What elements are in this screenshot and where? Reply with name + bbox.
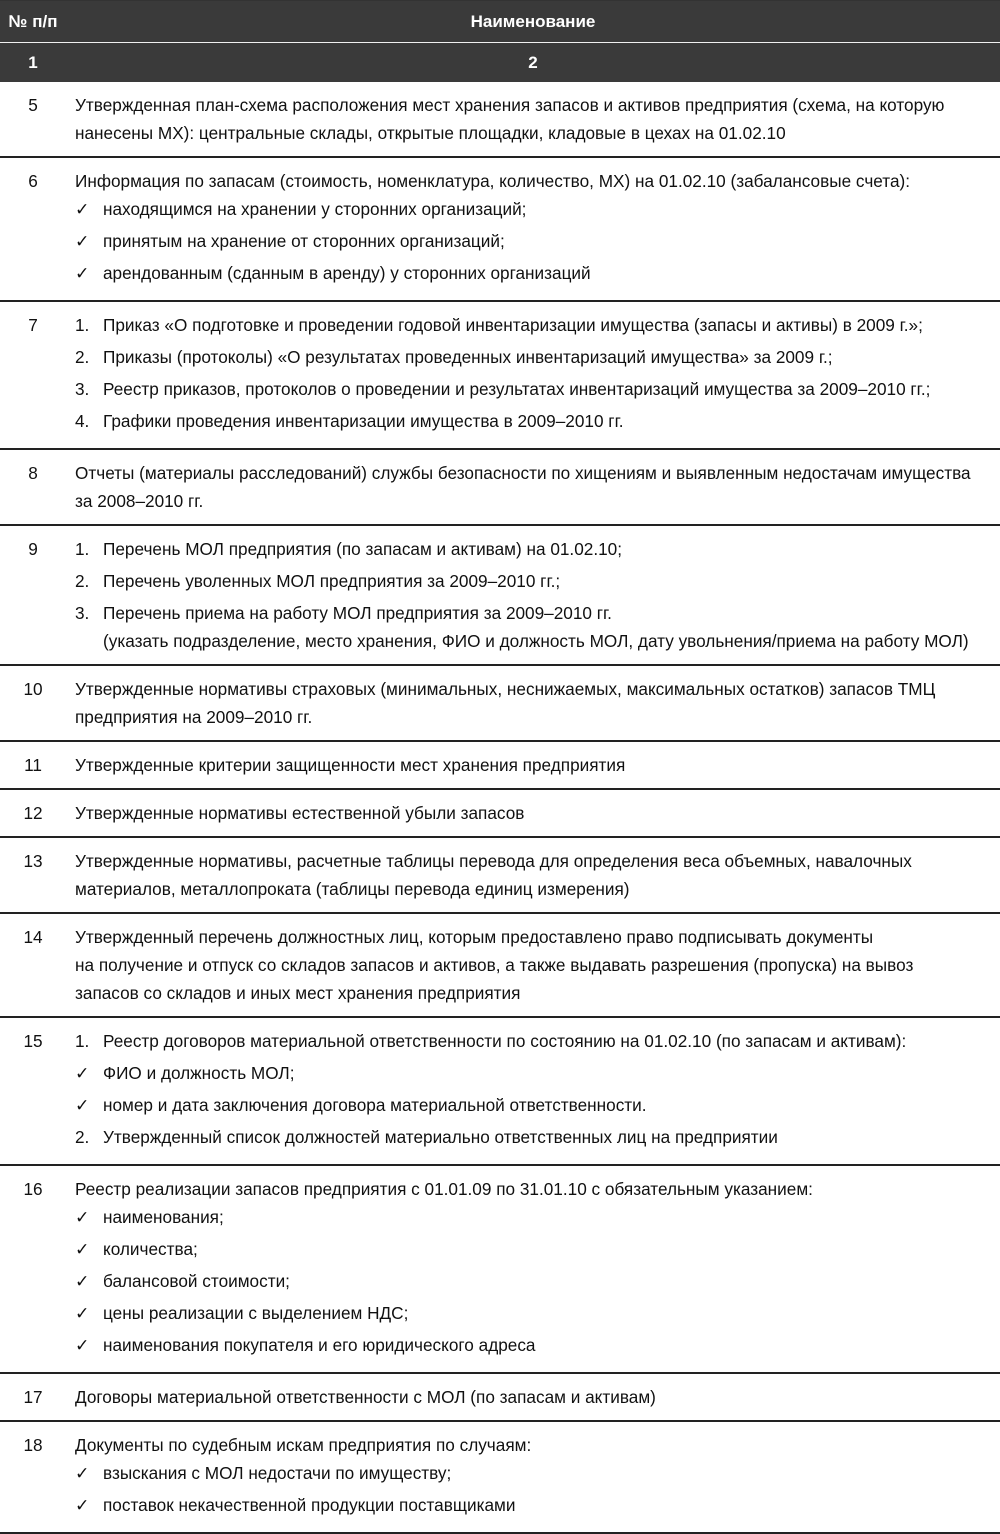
list-item-text: Реестр приказов, протоколов о проведении и результатах инвентаризаций имущества за 2009–2010 гг.; [103,379,931,399]
row-content [66,526,1000,664]
row-content [66,1018,1000,1164]
row-number: 9 [28,539,38,559]
row-content [66,838,1000,912]
checkmark-icon: ✓ [75,1063,90,1083]
row-text-line: нанесены МХ): центральные склады, открытые площадки, кладовые в цехах на 01.02.10 [75,123,786,143]
checkmark-icon: ✓ [75,1271,90,1291]
table-row [0,790,1000,838]
list-item-text: Утвержденный список должностей материально ответственных лиц на предприятии [103,1127,778,1147]
subheader-number-cell: 1 [28,52,38,72]
list-number: 2. [75,1127,90,1147]
checkmark-icon: ✓ [75,1495,90,1515]
list-number: 2. [75,347,90,367]
list-item [75,1235,988,1267]
row-text-line: Информация по запасам (стоимость, номенклатура, количество, МХ) на 01.02.10 (забалансовые счета): [75,171,911,191]
list-item-text: балансовой стоимости; [103,1271,290,1291]
subheader-name-cell: 2 [528,52,538,72]
row-number: 12 [23,803,43,823]
table-row [0,838,1000,914]
list-item-text: Реестр договоров материальной ответственности по состоянию на 01.02.10 (по запасам и активам): [103,1031,907,1051]
list-item [75,1459,988,1491]
row-content [66,302,1000,448]
table-row [0,1166,1000,1374]
checkmark-icon: ✓ [75,1303,90,1323]
list-item [75,1267,988,1299]
list-item-text: находящимся на хранении у сторонних организаций; [103,199,527,219]
table-subheader-row [0,43,1000,82]
list-item [75,375,988,407]
list-item-text: арендованным (сданным в аренду) у сторонних организаций [103,263,591,283]
list-item [75,195,988,227]
checkmark-icon: ✓ [75,231,90,251]
row-content [66,742,1000,788]
row-content [66,1374,1000,1420]
table-row [0,302,1000,450]
row-number: 16 [23,1179,43,1199]
list-item [75,1027,988,1059]
row-content [66,1166,1000,1372]
list-item-text: Приказ «О подготовке и проведении годовой инвентаризации имущества (запасы и активы) в 2009 г.»; [103,315,923,335]
checkmark-icon: ✓ [75,263,90,283]
table-row [0,82,1000,158]
list-item-text: номер и дата заключения договора материальной ответственности. [103,1095,647,1115]
row-text-line: Утвержденные нормативы, расчетные таблицы перевода для определения веса объемных, навалочных [75,851,912,871]
row-text-line: за 2008–2010 гг. [75,491,204,511]
list-number: 3. [75,379,90,399]
table-row [0,1018,1000,1166]
row-number: 17 [23,1387,43,1407]
list-item-text: Приказы (протоколы) «О результатах проведенных инвентаризаций имущества» за 2009 г.; [103,347,833,367]
list-item-text: Перечень МОЛ предприятия (по запасам и активам) на 01.02.10; [103,539,622,559]
list-number: 2. [75,571,90,591]
row-content [66,450,1000,524]
row-number: 5 [28,95,38,115]
list-number: 1. [75,539,90,559]
table-row [0,742,1000,790]
list-item-text: Графики проведения инвентаризации имущества в 2009–2010 гг. [103,411,624,431]
list-item [75,1491,988,1523]
checkmark-icon: ✓ [75,1239,90,1259]
list-number: 4. [75,411,90,431]
row-content [66,790,1000,836]
row-content [66,1422,1000,1532]
row-number: 11 [24,755,42,775]
row-text-line: Утвержденный перечень должностных лиц, которым предоставлено право подписывать документы [75,927,874,947]
header-number-cell: № п/п [8,11,58,31]
checkmark-icon: ✓ [75,199,90,219]
row-text-line: Договоры материальной ответственности с МОЛ (по запасам и активам) [75,1387,656,1407]
checkmark-icon: ✓ [75,1463,90,1483]
table-row [0,526,1000,666]
table-row [0,158,1000,302]
row-text-line: Документы по судебным искам предприятия по случаям: [75,1435,532,1455]
list-item [75,567,988,599]
list-item-text: Перечень уволенных МОЛ предприятия за 2009–2010 гг.; [103,571,561,591]
row-number: 10 [23,679,43,699]
list-item [75,1331,988,1363]
table-header-row [0,1,1000,43]
row-text-line: Утвержденные критерии защищенности мест хранения предприятия [75,755,626,775]
list-item [75,1299,988,1331]
table-row [0,1374,1000,1422]
row-text-line: запасов со складов и иных мест хранения предприятия [75,983,521,1003]
header-name-cell: Наименование [470,11,596,31]
list-item [75,1091,988,1123]
list-item-text: цены реализации с выделением НДС; [103,1303,409,1323]
list-item [75,1203,988,1235]
table-row [0,450,1000,526]
checkmark-icon: ✓ [75,1335,90,1355]
list-item [75,311,988,343]
list-item [75,535,988,567]
row-content [66,82,1000,156]
checkmark-icon: ✓ [75,1095,90,1115]
table-row [0,666,1000,742]
row-content [66,158,1000,300]
row-number: 14 [23,927,43,947]
row-text-line: Отчеты (материалы расследований) службы безопасности по хищениям и выявленным недостачам имущества [75,463,971,483]
row-number: 15 [23,1031,43,1051]
row-text-line: Утвержденные нормативы страховых (минимальных, неснижаемых, максимальных остатков) запасов ТМЦ [75,679,936,699]
list-item [75,1059,988,1091]
list-item [75,343,988,375]
row-text-line: Реестр реализации запасов предприятия с 01.01.09 по 31.01.10 с обязательным указанием: [75,1179,813,1199]
row-text-line: Утвержденные нормативы естественной убыли запасов [75,803,525,823]
list-item [75,1123,988,1155]
list-item-text: принятым на хранение от сторонних организаций; [103,231,505,251]
list-item [75,259,988,291]
row-text-line: Утвержденная план-схема расположения мест хранения запасов и активов предприятия (схема, на которую [75,95,945,115]
row-text-line: на получение и отпуск со складов запасов и активов, а также выдавать разрешения (пропуска) на вывоз [75,955,914,975]
table-body [0,82,1000,1534]
row-text-line: материалов, металлопроката (таблицы перевода единиц измерения) [75,879,630,899]
row-text-line: предприятия на 2009–2010 гг. [75,707,313,727]
row-number: 18 [23,1435,43,1455]
row-number: 7 [28,315,38,335]
list-item-text: наименования; [103,1207,224,1227]
row-number: 6 [28,171,38,191]
list-item-text: взыскания с МОЛ недостачи по имуществу; [103,1463,452,1483]
list-item [75,227,988,259]
list-item-text: Перечень приема на работу МОЛ предприятия за 2009–2010 гг. [103,603,612,623]
checkmark-icon: ✓ [75,1207,90,1227]
row-number: 13 [23,851,43,871]
list-item [75,407,988,439]
table-row [0,1422,1000,1534]
list-number: 1. [75,1031,90,1051]
list-item-text: количества; [103,1239,198,1259]
row-content [66,914,1000,1016]
row-number: 8 [28,463,38,483]
list-item-text: поставок некачественной продукции поставщиками [103,1495,516,1515]
row-content [66,666,1000,740]
list-item-text: ФИО и должность МОЛ; [103,1063,295,1083]
list-number: 3. [75,603,90,623]
table-row [0,914,1000,1018]
list-item-text: наименования покупателя и его юридического адреса [103,1335,536,1355]
list-number: 1. [75,315,90,335]
list-item-continuation: (указать подразделение, место хранения, ФИО и должность МОЛ, дату увольнения/приема на работу МОЛ) [103,631,969,651]
